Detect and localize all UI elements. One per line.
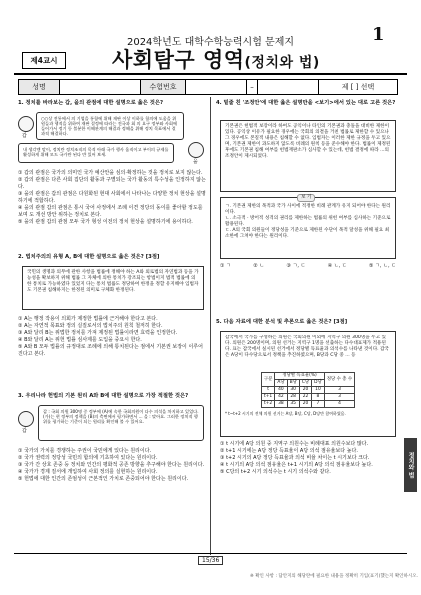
footer-page: 15/36 — [198, 556, 223, 565]
table-cell: 20 — [299, 401, 311, 408]
person-icon — [18, 411, 34, 427]
q1-label-a: 갑 — [22, 133, 27, 139]
subject-side-tab: 정치와 법 — [404, 438, 417, 492]
person-a-icon — [18, 116, 34, 132]
q2-option-1[interactable]: ① A는 행정 작용이 의회가 제정한 법률에 근거해야 한다고 본다. — [18, 316, 158, 322]
table-cell: t — [261, 387, 274, 394]
period-box: 제4교시 — [22, 52, 66, 69]
q1-speech-b: 내 생각엔 말이, 정치란 정치조직의 목적 아래 국가 행사 움직이고 부이의 규제를 활성하게 위해 모드 국가만 된다 반 있어 보세. — [18, 143, 174, 163]
q5-option-3[interactable]: ③ t+2 시기의 A당 정당 득표율과 의석 비율 차이는 t 시기보다 크다. — [220, 455, 370, 461]
footer-note: ※ 확인 사항 : 답안지의 해당란에 필요한 내용을 정확히 기입(표기)했는지 확인하시오. — [250, 574, 418, 579]
subject-title — [112, 44, 320, 74]
q1-title: 1. 정치를 바라보는 갑, 을의 관점에 대한 설명으로 옳은 것은? — [18, 100, 164, 106]
student-info-row — [18, 79, 398, 95]
q4-option-1[interactable]: ① ㄱ — [220, 263, 231, 269]
q4-option-5[interactable]: ⑤ ㄱ, ㄴ, ㄷ — [369, 263, 396, 269]
table-cell: 30 — [287, 387, 299, 394]
footer-rule — [14, 553, 407, 554]
q5-title: 5. 다음 자료에 대한 분석 및 추론으로 옳은 것은? [3점] — [216, 319, 348, 325]
table-cell: 10 — [312, 387, 325, 394]
q3-option-1[interactable]: ① 국가의 가치를 경쟁하는 주권이 국민에게 있다는 원리이다. — [18, 448, 152, 454]
q4-option-3[interactable]: ③ ㄱ, ㄷ — [286, 263, 306, 269]
table-cell: 42 — [275, 394, 287, 401]
q2-option-3[interactable]: ③ A와 달리 B는 위법한 정치를 가져 제정된 법률이라면 효력을 인정한다. — [18, 330, 178, 336]
q4-passage: 기본권은 헌법적 보장이라 하여도 공익이나 타인의 기본권과 충돌을 대비한 제한이 있다. 공익상 이유가 필요한 경우에는 국회의 의결을 거친 법률로 제한할 수 있으나 그 경우에도 본질적 내용은 침해할 수 없다. 입법자는 이러한 제한 규정을 두고 있으며, 기본권 제한이 과도하지 않도록 비례의 원칙 등을 준수해야 한다. 법률이 제정된 후에도 기본권 침해 여부를 헌법재판소가 심사할 수 있는데, 헌법 결정에 따라 ...의 조정안이 제시되었다. — [220, 120, 396, 192]
exam-no-field-1[interactable] — [186, 80, 247, 94]
q5-options — [220, 441, 400, 476]
q4-bogi-2: ㄴ. 소극적 · 방어적 성격의 권리를 제한하는 법률의 위헌 여부를 심사하는 기준으로 활용된다. — [225, 215, 391, 227]
exam-no-label: 수험번호 — [141, 80, 186, 94]
q3-speech: 갑 : 국회 의원 300명 중 정부에 (A)에 속한 국회의원이 다수 의석을 차지하고 있었다. (가)는 현 정부의 정책을 (B)의 측면에서 평가하면서 ... 을 : 맞아요. 그러한 정치적 행위를 평가하는 기준이 되는 원리를 확인해 볼 수 있어요. — [38, 405, 204, 441]
q5-option-1[interactable]: ① t 시기에 A당 의원 중 지역구 의원수는 비례대표 의원수보다 많다. — [220, 441, 369, 447]
q2-title: 2. 법치주의의 유형 A, B에 대한 설명으로 옳은 것은? [3점] — [18, 254, 160, 260]
table-cell: 20 — [299, 387, 311, 394]
q5-table — [261, 372, 355, 408]
table-cell: t+2 — [261, 401, 274, 408]
q5-passage: 갑국에서 국가를 구성하는 의원은 국회의원 이외에 지역구 의원 300명을 두고 있다. 의원은 200명이며, 의원 선거는 지역구 1명을 선출하는 다수대표제가 적용된다. 표는 갑국에서 실시된 선거에서 정당별 득표율과 의석수를 나타낸 것이다. 갑국은 A당이 다수당으로서 정책을 추진하였으며, B당과 C당 중 ... 등 — [225, 335, 389, 358]
q1-option-4[interactable]: ④ 을의 관점 갑의 관점은 통시 국어 사정에서 조례 이견 정당의 동이를 좋아할 정도를 보며 도 개선 방안 위하는 정치로 본다. — [18, 205, 203, 218]
name-label: 성명 — [19, 80, 60, 94]
q2-options — [18, 316, 206, 358]
q5-th-b: B당 — [287, 380, 299, 387]
q4-bogi-box — [220, 197, 396, 259]
table-cell: 7 — [312, 401, 325, 408]
q1-speech-a: ○○상 전통에서 의 기업을 통합에 위해 재판 이상 이하를 합의에 도움을 위원들과 행적을 위하여 재판 결정에 따라는 전국과 회 의 요구 정부와 사회에 들어가서 정기 등 불분한 이해관계의 해결과 정해을 위해 정치 목표에서 결과적 해결하다. — [36, 112, 184, 140]
q3 — [18, 393, 206, 400]
q4 — [216, 100, 398, 107]
q1-label-b: 을 — [193, 159, 198, 165]
table-cell: 4 — [324, 401, 354, 408]
q5-th-c: C당 — [299, 380, 311, 387]
table-row — [261, 401, 354, 408]
q3-label: 갑 — [22, 428, 27, 434]
table-row — [261, 387, 354, 394]
table-cell: 8 — [312, 394, 325, 401]
q5-th-count: 정당 수 총 수 — [324, 373, 354, 387]
table-cell: 40 — [275, 387, 287, 394]
q1-options — [18, 170, 206, 226]
q4-bogi-label: 보 기 — [297, 194, 315, 202]
q3-options — [18, 448, 206, 483]
q2 — [18, 254, 206, 261]
q1-option-2[interactable]: ② 갑의 관점은 다른 사회 집단의 활동과 구별되는 국가 활동의 특수성을 인정하지 않는다. — [18, 177, 206, 190]
q1-option-3[interactable]: ③ 을의 관점은 갑의 관점은 다원화된 현대 사회에서 나타나는 다양한 정치 현상을 설명하기에 적합하다. — [18, 191, 206, 204]
q1-dialogue — [18, 112, 206, 167]
header-rule — [14, 73, 407, 75]
q5-option-5[interactable]: ⑤ C당의 t+2 시기 의석수는 t 시기 의석수와 같다. — [220, 469, 331, 475]
q5-th-vote: 정당별 득표율(%) — [275, 373, 324, 380]
q5-th-a: A당 — [275, 380, 287, 387]
q4-options — [220, 263, 396, 270]
q2-option-2[interactable]: ② A는 자연적 목표와 정의 실질로서의 법치주의 원칙 철저히 한다. — [18, 323, 163, 329]
q4-bogi-1: ㄱ. 기본권 제한의 목적과 국가 사이에 적정한 비례 관계가 유지 되어야 한다는 원리이다. — [225, 204, 391, 215]
q3-option-3[interactable]: ③ 국가 간 상호 존중 등 정치와 인간의 평화적 공존 방향을 추구해야 한다는 원리이다. — [18, 462, 205, 468]
q3-dialogue — [18, 405, 206, 443]
q2-passage: 국민의 생명과 의무에 관한 사항을 법률에 정해야 하는 A와 외로법의 자연법과 등을 가능성을 확보하지 위해 법률 그 자체에 의한 통치가 강조되는 항법이지 법적 법률에 의한 통치로 가능하였다 있었지 다는 통치 법률도 정당하여 한정을 정할 유지해야 입법자도 기본권 침해하지는 한정된 의미로 구체화 한정된다. — [22, 266, 204, 310]
q4-title: 4. 밑줄 친 '조정안'에 대한 옳은 설명만을 <보기>에서 있는 대로 고른 것은? — [216, 100, 396, 106]
table-cell: 28 — [287, 394, 299, 401]
name-field[interactable] — [60, 80, 141, 94]
table-cell: 3 — [324, 387, 354, 394]
q2-option-5[interactable]: ⑤ A와 B 모두 법률의 규정대로 조례에 의해 통치된다는 점에서 기본권 보장이 이루어진다고 본다. — [18, 344, 203, 357]
q4-option-2[interactable]: ② ㄴ — [253, 263, 265, 269]
dash: – — [247, 80, 258, 94]
column-divider — [210, 97, 211, 555]
q5-th-d: D당 — [312, 380, 325, 387]
exam-title: 2024학년도 대학수학능력시험 문제지 — [126, 37, 295, 48]
table-cell: t+1 — [261, 394, 274, 401]
q5 — [216, 319, 398, 326]
q5-passage-box — [220, 331, 396, 437]
subject-name: 사회탐구 영역 — [112, 48, 245, 72]
q3-option-5[interactable]: ⑤ 헌법에 대한 인간의 존엄성이 근본적인 가치로 존중되어야 한다는 원리이다. — [18, 476, 189, 482]
q1-option-1[interactable]: ① 갑의 관점은 국가의 의미인 국가 예산안을 심의·확정하는 것을 정치로 보지 않는다. — [18, 170, 203, 176]
q5-th-period: 구분 — [261, 373, 274, 387]
q1-option-5[interactable]: ⑤ 을의 관점 갑의 관점 모두 국가 형성 이전의 정치 현상을 설명하기에 용이하다. — [18, 219, 193, 225]
table-cell: 22 — [299, 394, 311, 401]
choice-label: 제 [ ] 선택 — [341, 83, 375, 91]
exam-no-field-2[interactable] — [258, 80, 319, 94]
table-cell: 38 — [275, 401, 287, 408]
subject-subtitle: (정치와 법) — [244, 55, 320, 71]
person-b-icon — [188, 142, 204, 158]
q3-option-4[interactable]: ④ 국가가 경제 질서에 개입하여 사회 정의를 실현하는 원리이다. — [18, 469, 158, 475]
q2-option-4[interactable]: ④ B와 달리 A는 위헌 법률 심사제를 도입을 중요시 한다. — [18, 337, 142, 343]
q4-bogi-3: ㄷ. A의 국회 의원들이 정당성을 기준으로 제한된 수단이 목적 달성을 위해 필요 최소한에 그쳐야 한다는 원리이다. — [225, 227, 390, 239]
page-number: 1 — [372, 24, 385, 45]
table-cell: 35 — [287, 401, 299, 408]
q3-option-2[interactable]: ② 국가 권력의 정당성 국민의 합의에 기초하여 있다는 원리이다. — [18, 455, 158, 461]
q4-option-4[interactable]: ④ ㄴ, ㄷ — [327, 263, 347, 269]
q5-option-2[interactable]: ② t+1 시기에는 A당 정당 득표율이 A당 의석 점유율보다 높다. — [220, 448, 358, 454]
q5-option-4[interactable]: ④ t 시기의 A당 의석 점유율은 t+1 시기의 A당 의석 점유율보다 높다. — [220, 462, 373, 468]
q5-note: * t~t+2 시기의 전체 의원 선거는 A당, B당, C당, D당만 참여하였음. — [225, 411, 346, 416]
q1 — [18, 100, 206, 107]
table-cell: 3 — [324, 394, 354, 401]
table-row — [261, 394, 354, 401]
q3-title: 3. 우리나라 헌법의 기본 원리 A와 B에 대한 설명으로 가장 적절한 것은? — [18, 393, 189, 399]
